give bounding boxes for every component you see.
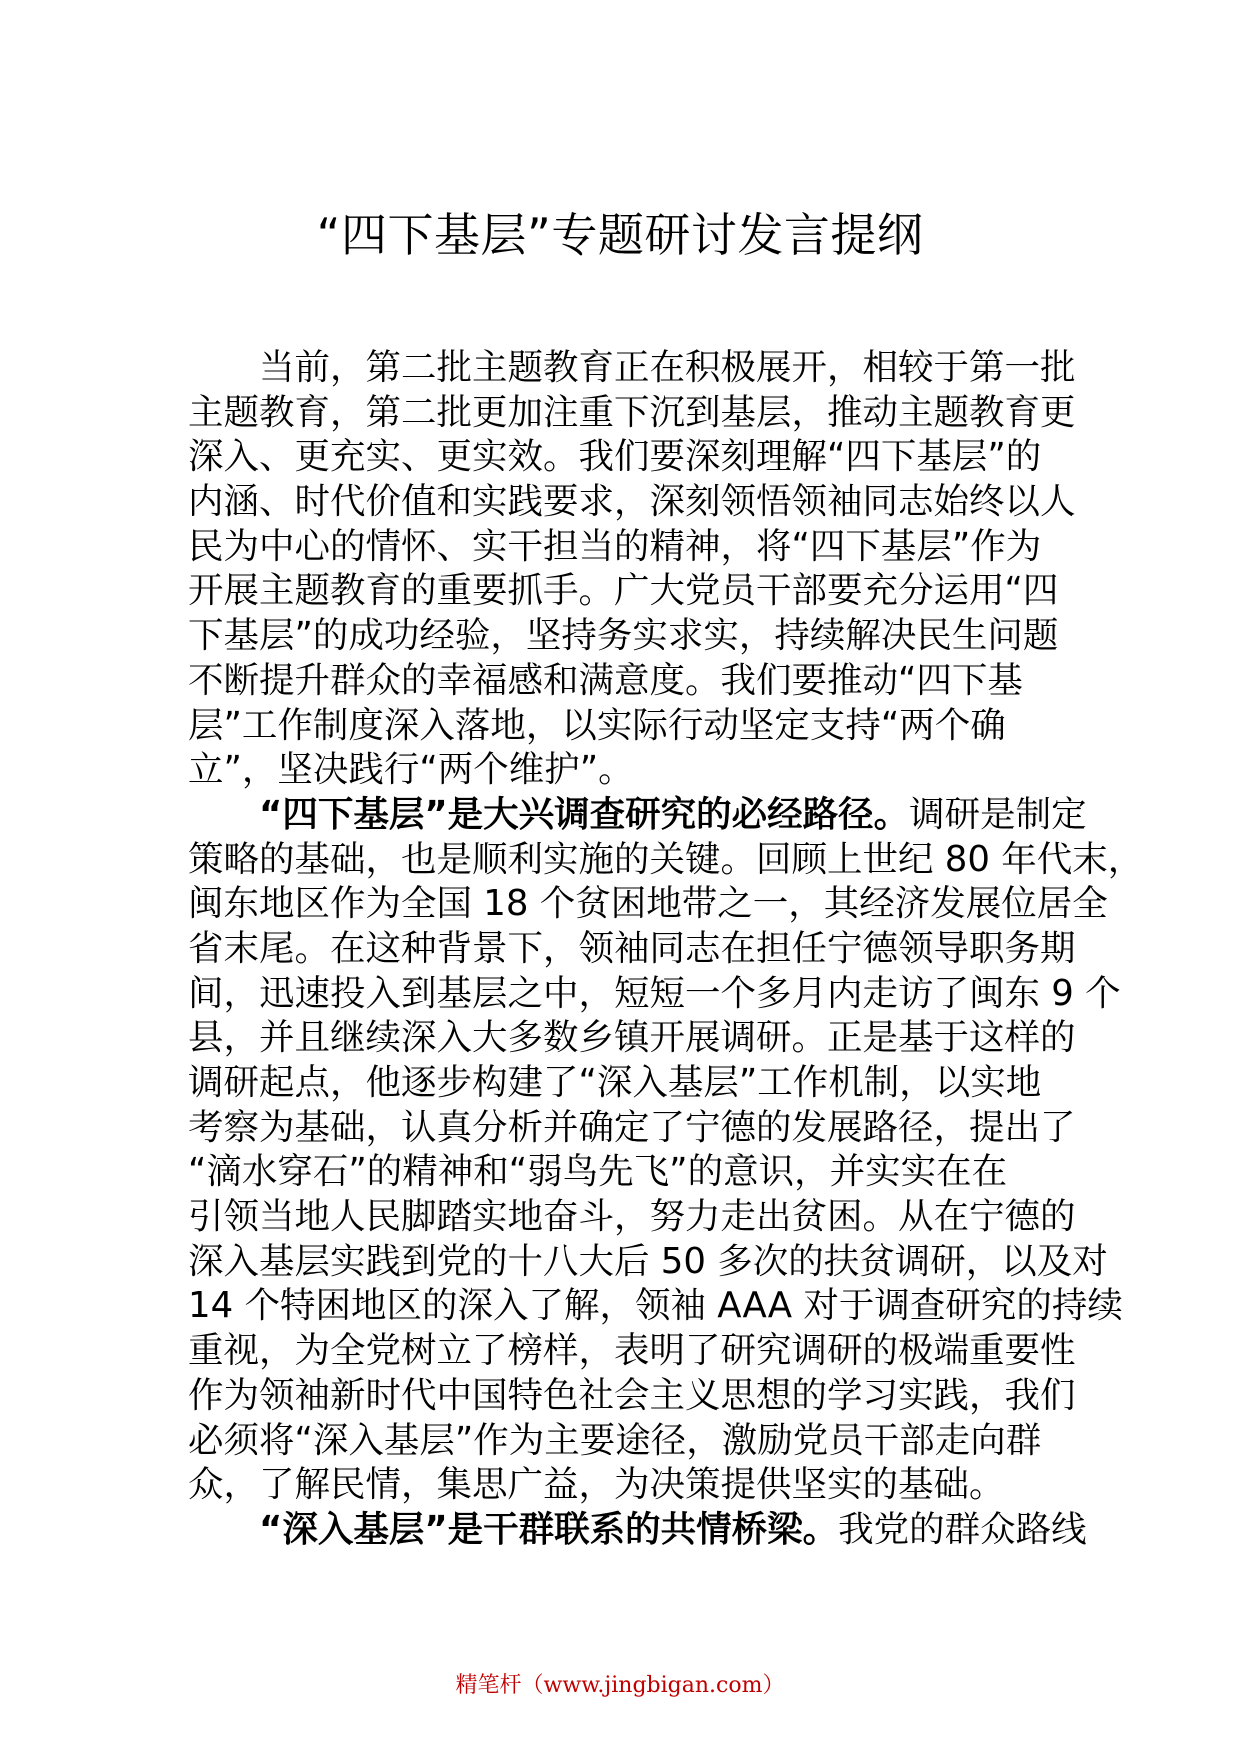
text-segment: 当前，第二批主题教育正在积极展开，相较于第一批 (188, 347, 1076, 388)
text-line (188, 346, 1076, 391)
text-segment: 层”工作制度深入落地，以实际行动坚定支持“两个确 (188, 704, 1006, 746)
text-segment: 民为中心的情怀、实干担当的精神，将“四下基层”作为 (188, 525, 1042, 567)
text-line (188, 838, 1144, 883)
text-segment: 重视，为全党树立了榜样，表明了研究调研的极端重要性 (188, 1330, 1076, 1372)
text-segment: 14 个特困地区的深入了解，领袖 AAA 对于调查研究的持续 (188, 1285, 1123, 1327)
text-segment: 调研是制定 (909, 793, 1087, 835)
text-line (188, 391, 1076, 436)
text-line (188, 1195, 1076, 1240)
text-line (188, 927, 1076, 972)
document-title: “四下基层”专题研讨发言提纲 (316, 208, 924, 262)
text-segment: 考察为基础，认真分析并确定了宁德的发展路径，提出了 (188, 1106, 1076, 1148)
text-segment: 策略的基础，也是顺利实施的关键。回顾上世纪 80 年代末， (188, 838, 1144, 880)
text-line (188, 569, 1060, 614)
text-line (188, 1284, 1123, 1329)
text-segment: 引领当地人民脚踏实地奋斗，努力走出贫困。从在宁德的 (188, 1196, 1076, 1238)
text-segment: 深入、更充实、更实效。我们要深刻理解“四下基层”的 (188, 436, 1042, 478)
footer-watermark: 精笔杆（www.jingbigan.com） (455, 1673, 785, 1698)
text-line (188, 972, 1121, 1017)
text-line (188, 659, 1060, 704)
text-line (188, 1061, 1060, 1106)
text-line (188, 1106, 1076, 1151)
text-segment: 省末尾。在这种背景下，领袖同志在担任宁德领导职务期 (188, 927, 1076, 969)
bold-heading-segment: “四下基层”是大兴调查研究的必经路径。 (188, 793, 910, 835)
text-segment: 立”，坚决践行“两个维护”。 (188, 749, 634, 791)
text-segment: 内涵、时代价值和实践要求，深刻领悟领袖同志始终以人 (188, 481, 1076, 523)
text-line (188, 793, 1087, 838)
text-line (188, 1419, 1060, 1464)
text-segment: 众，了解民情，集思广益，为决策提供坚实的基础。 (188, 1464, 1005, 1506)
text-line (188, 1463, 1060, 1508)
text-segment: 我党的群众路线 (838, 1508, 1087, 1550)
text-segment: 开展主题教育的重要抓手。广大党员干部要充分运用“四 (188, 570, 1059, 612)
text-line (188, 1150, 1060, 1195)
text-segment: “滴水穿石”的精神和“弱鸟先飞”的意识，并实实在在 (188, 1151, 1008, 1193)
text-segment: 作为领袖新时代中国特色社会主义思想的学习实践，我们 (188, 1374, 1076, 1416)
text-line (188, 480, 1076, 525)
text-line (188, 1374, 1076, 1419)
text-segment: 必须将“深入基层”作为主要途径，激励党员干部走向群 (188, 1419, 1042, 1461)
text-line (188, 704, 1060, 749)
text-line (188, 1016, 1076, 1061)
text-line (188, 1508, 1087, 1553)
bold-heading-segment: “深入基层”是干群联系的共情桥梁。 (188, 1508, 839, 1550)
text-segment: 闽东地区作为全国 18 个贫困地带之一，其经济发展位居全 (188, 883, 1108, 925)
text-segment: 间，迅速投入到基层之中，短短一个多月内走访了闽东 9 个 (188, 972, 1121, 1014)
text-segment: 深入基层实践到党的十八大后 50 多次的扶贫调研，以及对 (188, 1240, 1108, 1282)
text-line (188, 1329, 1076, 1374)
text-segment: 不断提升群众的幸福感和满意度。我们要推动“四下基 (188, 659, 1023, 701)
text-segment: 下基层”的成功经验，坚持务实求实，持续解决民生问题 (188, 615, 1059, 657)
text-segment: 县，并且继续深入大多数乡镇开展调研。正是基于这样的 (188, 1017, 1076, 1059)
document-body (188, 346, 1144, 1553)
text-segment: 调研起点，他逐步构建了“深入基层”工作机制，以实地 (188, 1062, 1042, 1103)
text-line (188, 882, 1108, 927)
text-line (188, 435, 1060, 480)
text-segment: 主题教育，第二批更加注重下沉到基层，推动主题教育更 (188, 391, 1076, 433)
text-line (188, 525, 1060, 570)
text-line (188, 1240, 1108, 1285)
text-line (188, 748, 1060, 793)
text-line (188, 614, 1060, 659)
